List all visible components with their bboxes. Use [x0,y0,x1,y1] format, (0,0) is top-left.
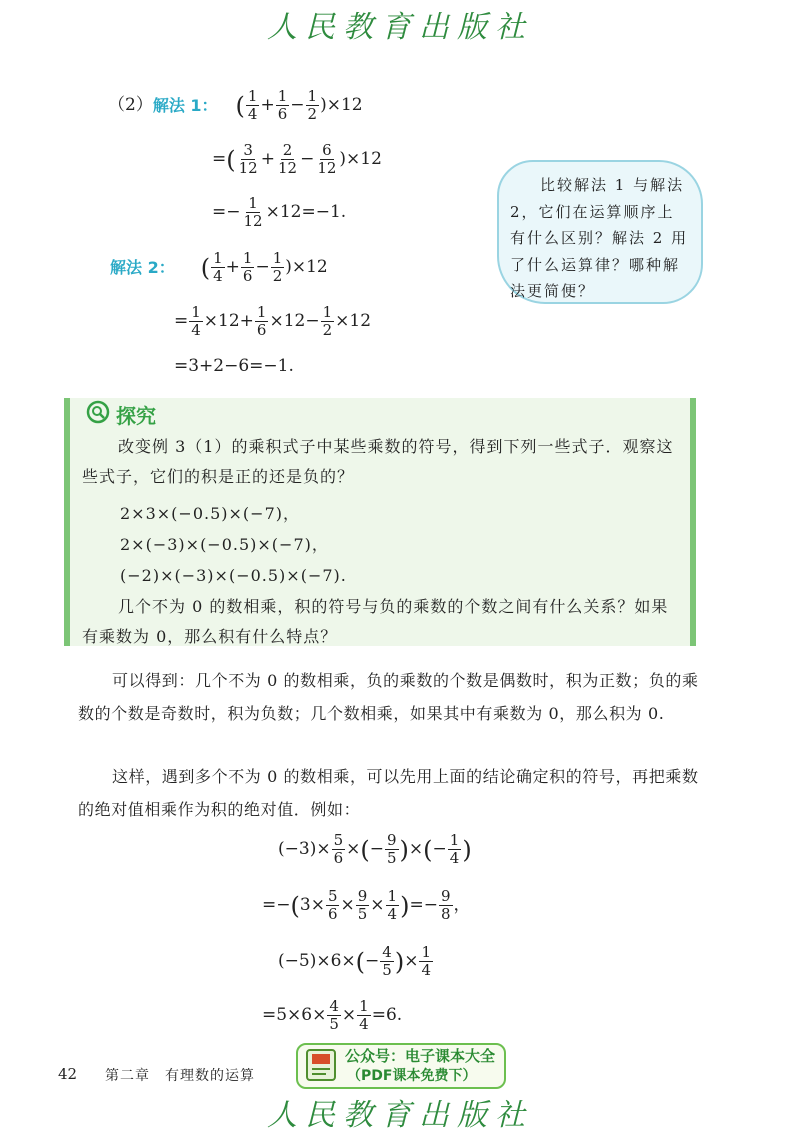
fraction: $\frac{1}{2}$ [322,303,333,340]
explore-title: 探究 [116,404,156,428]
banner-line-1: 公众号：电子课本大全 [345,1047,496,1065]
fraction: $\frac{1}{4}$ [449,831,460,868]
explore-expr2: 2×(−3)×(−0.5)×(−7)， [120,535,329,554]
page-number: 42 [58,1065,78,1083]
explore-right-rule [690,398,696,646]
example1-line2: =− ( 3× $\frac{5}{6}$ × $\frac{9}{5}$ × $\frac{1}{4}$ ) =− $\frac{9}{8}$ ， [262,887,471,924]
example2-line1: (−5)×6× ( − $\frac{4}{5}$ ) × $\frac{1}{4}$ [278,943,431,980]
fraction: $\frac{4}{5}$ [329,997,339,1034]
explore-heading [86,400,156,429]
fraction: $\frac{1}{2}$ [272,249,283,286]
publisher-header: 人民教育出版社 [267,10,533,45]
cloud-text: 比较解法 1 与解法 2，它们在运算顺序上有什么区别？解法 2 用了什么运算律？哪种解法更简便？ [510,176,689,300]
fraction: $\frac{1}{4}$ [387,887,398,924]
magnifier-icon [86,400,110,429]
book-icon [304,1048,338,1086]
fraction: $\frac{1}{12}$ [243,194,263,231]
banner-line-2: （PDF课本免费下） [347,1068,477,1084]
sol2-line1: 解法 2： ( $\frac{1}{4}$ + $\frac{1}{6}$ − $\frac{1}{2}$ )×12 [110,249,328,286]
explore-expr3: (−2)×(−3)×(−0.5)×(−7). [120,566,347,585]
fraction: $\frac{9}{5}$ [387,831,397,868]
fraction: $\frac{1}{6}$ [277,87,288,124]
example1-line1: (−3)× $\frac{5}{6}$ × ( − $\frac{9}{5}$ ) × ( − $\frac{1}{4}$ ) [278,831,472,868]
explore-intro: 改变例 3（1）的乘积式子中某些乘数的符号，得到下列一些式子．观察这些式子，它们的积是正的还是负的？ [82,437,674,486]
fraction: $\frac{2}{12}$ [277,141,298,178]
fraction: $\frac{9}{8}$ [440,887,451,924]
part-label: （2） [108,95,153,116]
sol2-label: 解法 2： [110,257,175,277]
fraction: $\frac{1}{2}$ [307,87,318,124]
sol1-line3: =− $\frac{1}{12}$ ×12=−1. [212,194,347,231]
fraction: $\frac{1}{4}$ [213,249,223,286]
publisher-footer: 人民教育出版社 [267,1098,533,1133]
fraction: $\frac{1}{4}$ [191,303,201,340]
fraction: $\frac{5}{6}$ [333,831,344,868]
fraction: $\frac{9}{5}$ [357,887,368,924]
sol1-label: 解法 1： [152,95,218,115]
explore-left-rule [64,398,70,646]
sol2-line2: = $\frac{1}{4}$ ×12+ $\frac{1}{6}$ ×12− $\frac{1}{2}$ ×12 [174,303,372,340]
example2-line2: =5×6× $\frac{4}{5}$ × $\frac{1}{4}$ =6. [262,997,403,1034]
fraction: $\frac{3}{12}$ [238,141,258,178]
chapter-title: 第二章 有理数的运算 [105,1068,255,1084]
fraction: $\frac{6}{12}$ [317,141,337,178]
body-para-2: 这样，遇到多个不为 0 的数相乘，可以先用上面的结论确定积的符号，再把乘数的绝对值相乘作为积的绝对值．例如： [78,767,699,819]
sol1-line2: = ( $\frac{3}{12}$ + $\frac{2}{12}$ − $\frac{6}{12}$ )×12 [212,141,382,178]
fraction: $\frac{1}{4}$ [421,943,431,980]
explore-expr1: 2×3×(−0.5)×(−7)， [120,504,300,523]
sol1-line1: （2） 解法 1： ( $\frac{1}{4}$ + $\frac{1}{6}$ − $\frac{1}{2}$ )×12 [108,87,363,124]
body-para-1: 可以得到：几个不为 0 的数相乘，负的乘数的个数是偶数时，积为正数；负的乘数的个数是奇数时，积为负数；几个数相乘，如果其中有乘数为 0，那么积为 0. [78,671,699,723]
fraction: $\frac{1}{4}$ [359,997,369,1034]
explore-question: 几个不为 0 的数相乘，积的符号与负的乘数的个数之间有什么关系？如果有乘数为 0，那么积有什么特点？ [82,597,669,646]
fraction: $\frac{4}{5}$ [382,943,392,980]
fraction: $\frac{5}{6}$ [327,887,338,924]
fraction: $\frac{1}{4}$ [247,87,258,124]
sol2-line3: =3+2−6=−1. [174,356,294,376]
fraction: $\frac{1}{6}$ [256,303,267,340]
fraction: $\frac{1}{6}$ [242,249,253,286]
